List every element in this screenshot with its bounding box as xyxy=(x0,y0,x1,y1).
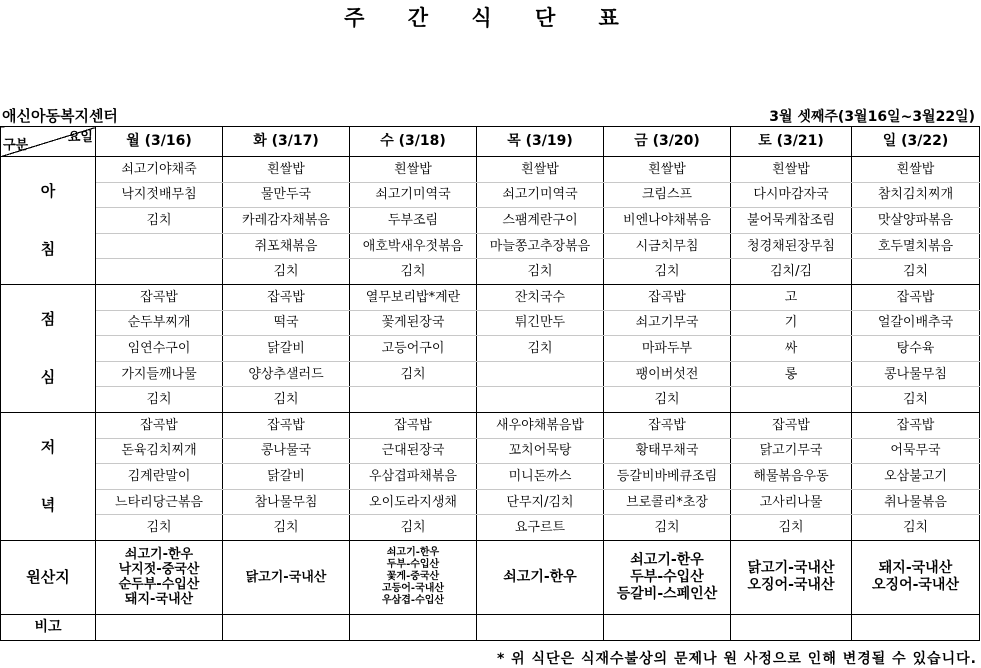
menu-item: 우삼겹파채볶음 xyxy=(350,464,477,490)
table-row xyxy=(1,489,980,515)
origin-cell xyxy=(852,540,980,614)
menu-item xyxy=(477,361,604,387)
remarks-label: 비고 xyxy=(1,614,96,640)
menu-item: 애호박새우젓볶음 xyxy=(350,233,477,259)
menu-item: 마늘쫑고추장볶음 xyxy=(477,233,604,259)
menu-item: 잡곡밥 xyxy=(350,412,477,438)
origin-cell xyxy=(731,540,852,614)
origin-line: 쇠고기-한우 xyxy=(630,551,704,568)
menu-item: 참치김치찌개 xyxy=(852,182,980,208)
origin-line: 돼지-국내산 xyxy=(124,592,194,608)
menu-item: 김치 xyxy=(604,387,731,413)
menu-item: 김치 xyxy=(350,259,477,285)
menu-item: 싸 xyxy=(731,336,852,362)
remarks-row xyxy=(1,614,980,640)
menu-item: 김치 xyxy=(223,515,350,541)
menu-item: 닭갈비 xyxy=(223,464,350,490)
origin-line: 쇠고기-한우 xyxy=(124,547,194,563)
menu-item: 시금치무침 xyxy=(604,233,731,259)
menu-item: 해물볶음우동 xyxy=(731,464,852,490)
menu-item: 다시마감자국 xyxy=(731,182,852,208)
meal-label-char: 저 xyxy=(40,438,56,457)
menu-item: 흰쌀밥 xyxy=(350,157,477,183)
remarks-cell xyxy=(604,614,731,640)
origin-line: 오징어-국내산 xyxy=(747,577,835,594)
menu-item: 단무지/김치 xyxy=(477,489,604,515)
meal-label xyxy=(1,412,96,540)
origin-row xyxy=(1,540,980,614)
menu-item: 카레감자채볶음 xyxy=(223,208,350,234)
menu-item xyxy=(350,387,477,413)
remarks-cell xyxy=(852,614,980,640)
menu-item: 김치 xyxy=(852,515,980,541)
menu-item: 잡곡밥 xyxy=(852,412,980,438)
meal-label-char: 심 xyxy=(40,368,56,387)
table-row xyxy=(1,259,980,285)
day-header: 목 (3/19) xyxy=(477,127,604,157)
menu-item: 김치/김 xyxy=(731,259,852,285)
day-header: 금 (3/20) xyxy=(604,127,731,157)
menu-item: 김치 xyxy=(223,387,350,413)
meal-label-char: 녁 xyxy=(40,496,56,515)
menu-item: 임연수구이 xyxy=(96,336,223,362)
menu-item: 얼갈이배추국 xyxy=(852,310,980,336)
menu-item: 닭고기무국 xyxy=(731,438,852,464)
menu-item: 가지들깨나물 xyxy=(96,361,223,387)
menu-item: 기 xyxy=(731,310,852,336)
footnote: * 위 식단은 식재수불상의 문제나 원 사정으로 인해 변경될 수 있습니다. xyxy=(496,651,977,667)
center-name: 애신아동복지센터 xyxy=(2,107,118,125)
origin-cell xyxy=(96,540,223,614)
origin-line: 쇠고기-한우 xyxy=(386,547,440,559)
meal-body xyxy=(1,157,980,541)
menu-item: 김치 xyxy=(731,515,852,541)
menu-item: 새우야채볶음밥 xyxy=(477,412,604,438)
menu-item xyxy=(477,387,604,413)
origin-line: 닭고기-국내산 xyxy=(747,560,835,577)
meal-label xyxy=(1,157,96,285)
menu-item: 롱 xyxy=(731,361,852,387)
menu-item: 고사리나물 xyxy=(731,489,852,515)
origin-line: 오징어-국내산 xyxy=(872,577,959,594)
menu-item: 등갈비바베큐조림 xyxy=(604,464,731,490)
menu-item: 꼬치어묵탕 xyxy=(477,438,604,464)
menu-item: 브로콜리*초장 xyxy=(604,489,731,515)
menu-item: 흰쌀밥 xyxy=(731,157,852,183)
origin-line: 낙지젓-중국산 xyxy=(118,562,200,578)
menu-item: 잡곡밥 xyxy=(223,284,350,310)
menu-item: 잡곡밥 xyxy=(604,284,731,310)
week-label: 3월 셋째주(3월16일~3월22일) xyxy=(769,109,975,125)
menu-item: 잡곡밥 xyxy=(731,412,852,438)
menu-item: 돈육김치찌개 xyxy=(96,438,223,464)
page-title: 주 간 식 단 표 xyxy=(344,6,637,30)
menu-item: 김치 xyxy=(223,259,350,285)
menu-item: 불어묵케찹조림 xyxy=(731,208,852,234)
table-row xyxy=(1,412,980,438)
origin-line: 우삼겹-수입산 xyxy=(381,595,445,607)
menu-item: 크림스프 xyxy=(604,182,731,208)
day-header: 토 (3/21) xyxy=(731,127,852,157)
day-header: 월 (3/16) xyxy=(96,127,223,157)
table-row xyxy=(1,361,980,387)
menu-item: 호두멸치볶음 xyxy=(852,233,980,259)
origin-cell xyxy=(604,540,731,614)
menu-item: 잡곡밥 xyxy=(223,412,350,438)
day-header: 화 (3/17) xyxy=(223,127,350,157)
menu-item xyxy=(96,259,223,285)
menu-item: 흰쌀밥 xyxy=(223,157,350,183)
menu-item: 요구르트 xyxy=(477,515,604,541)
menu-item: 비엔나야채볶음 xyxy=(604,208,731,234)
menu-item: 꽃게된장국 xyxy=(350,310,477,336)
menu-item: 콩나물국 xyxy=(223,438,350,464)
header-corner xyxy=(1,127,96,157)
header-gubun: 구분 xyxy=(3,138,29,153)
menu-item: 황태무채국 xyxy=(604,438,731,464)
menu-item: 흰쌀밥 xyxy=(852,157,980,183)
table-row xyxy=(1,284,980,310)
menu-item: 김치 xyxy=(96,208,223,234)
menu-item: 고등어구이 xyxy=(350,336,477,362)
menu-item: 맛살양파볶음 xyxy=(852,208,980,234)
menu-item: 탕수육 xyxy=(852,336,980,362)
table-row xyxy=(1,182,980,208)
menu-item: 김치 xyxy=(350,515,477,541)
menu-item: 김치 xyxy=(350,361,477,387)
menu-item: 튀긴만두 xyxy=(477,310,604,336)
menu-item: 낙지젓배무침 xyxy=(96,182,223,208)
origin-cell xyxy=(350,540,477,614)
menu-item: 김치 xyxy=(604,259,731,285)
menu-item: 잡곡밥 xyxy=(96,284,223,310)
menu-item: 김치 xyxy=(96,387,223,413)
menu-item: 쇠고기무국 xyxy=(604,310,731,336)
menu-item: 김치 xyxy=(852,387,980,413)
origin-line: 닭고기-국내산 xyxy=(245,569,327,585)
origin-line: 등갈비-스페인산 xyxy=(616,585,718,602)
menu-item: 쇠고기야채죽 xyxy=(96,157,223,183)
meal-label xyxy=(1,284,96,412)
menu-item: 닭갈비 xyxy=(223,336,350,362)
menu-item: 잡곡밥 xyxy=(96,412,223,438)
remarks-cell xyxy=(477,614,604,640)
menu-item: 청경채된장무침 xyxy=(731,233,852,259)
day-header: 수 (3/18) xyxy=(350,127,477,157)
origin-line: 쇠고기-한우 xyxy=(503,568,577,585)
menu-item: 잡곡밥 xyxy=(604,412,731,438)
menu-item: 고 xyxy=(731,284,852,310)
menu-item: 김치 xyxy=(852,259,980,285)
origin-cell xyxy=(223,540,350,614)
origin-line: 고등어-국내산 xyxy=(381,583,445,595)
table-row xyxy=(1,310,980,336)
table-row xyxy=(1,157,980,183)
table-row xyxy=(1,387,980,413)
menu-item: 팽이버섯전 xyxy=(604,361,731,387)
table-row xyxy=(1,464,980,490)
menu-item: 오삼불고기 xyxy=(852,464,980,490)
menu-item: 근대된장국 xyxy=(350,438,477,464)
table-row xyxy=(1,438,980,464)
menu-item: 양상추샐러드 xyxy=(223,361,350,387)
menu-item: 미니돈까스 xyxy=(477,464,604,490)
meal-label-char: 침 xyxy=(40,240,56,259)
origin-label: 원산지 xyxy=(1,540,96,614)
menu-item: 흰쌀밥 xyxy=(477,157,604,183)
remarks-cell xyxy=(96,614,223,640)
menu-item: 잡곡밥 xyxy=(852,284,980,310)
menu-item xyxy=(731,387,852,413)
header-yoil: 요일 xyxy=(67,130,93,145)
menu-item: 열무보리밥*계란 xyxy=(350,284,477,310)
menu-item: 잔치국수 xyxy=(477,284,604,310)
menu-item: 김계란말이 xyxy=(96,464,223,490)
menu-item: 스팸계란구이 xyxy=(477,208,604,234)
menu-item: 흰쌀밥 xyxy=(604,157,731,183)
meal-label-char: 아 xyxy=(40,182,56,201)
menu-item: 어묵무국 xyxy=(852,438,980,464)
remarks-cell xyxy=(350,614,477,640)
menu-item xyxy=(96,233,223,259)
menu-item: 취나물볶음 xyxy=(852,489,980,515)
day-header: 일 (3/22) xyxy=(852,127,980,157)
menu-item: 두부조림 xyxy=(350,208,477,234)
menu-item: 김치 xyxy=(477,259,604,285)
origin-line: 꽃게-중국산 xyxy=(386,571,440,583)
menu-item: 김치 xyxy=(477,336,604,362)
menu-item: 떡국 xyxy=(223,310,350,336)
menu-table xyxy=(0,126,980,641)
table-row xyxy=(1,336,980,362)
menu-item: 참나물무침 xyxy=(223,489,350,515)
table-row xyxy=(1,208,980,234)
menu-item: 콩나물무침 xyxy=(852,361,980,387)
menu-item: 순두부찌개 xyxy=(96,310,223,336)
menu-item: 물만두국 xyxy=(223,182,350,208)
menu-item: 느타리당근볶음 xyxy=(96,489,223,515)
remarks-cell xyxy=(223,614,350,640)
meal-label-char: 점 xyxy=(40,310,56,329)
header-row xyxy=(1,127,980,157)
menu-item: 쇠고기미역국 xyxy=(350,182,477,208)
menu-item: 김치 xyxy=(604,515,731,541)
table-row xyxy=(1,233,980,259)
table-row xyxy=(1,515,980,541)
origin-line: 두부-수입산 xyxy=(630,568,704,585)
menu-item: 마파두부 xyxy=(604,336,731,362)
menu-item: 쇠고기미역국 xyxy=(477,182,604,208)
origin-line: 돼지-국내산 xyxy=(878,560,953,577)
origin-line: 순두부-수입산 xyxy=(118,577,200,593)
menu-item: 오이도라지생채 xyxy=(350,489,477,515)
origin-cell xyxy=(477,540,604,614)
menu-item: 김치 xyxy=(96,515,223,541)
remarks-cell xyxy=(731,614,852,640)
menu-item: 쥐포채볶음 xyxy=(223,233,350,259)
origin-line: 두부-수입산 xyxy=(386,559,440,571)
